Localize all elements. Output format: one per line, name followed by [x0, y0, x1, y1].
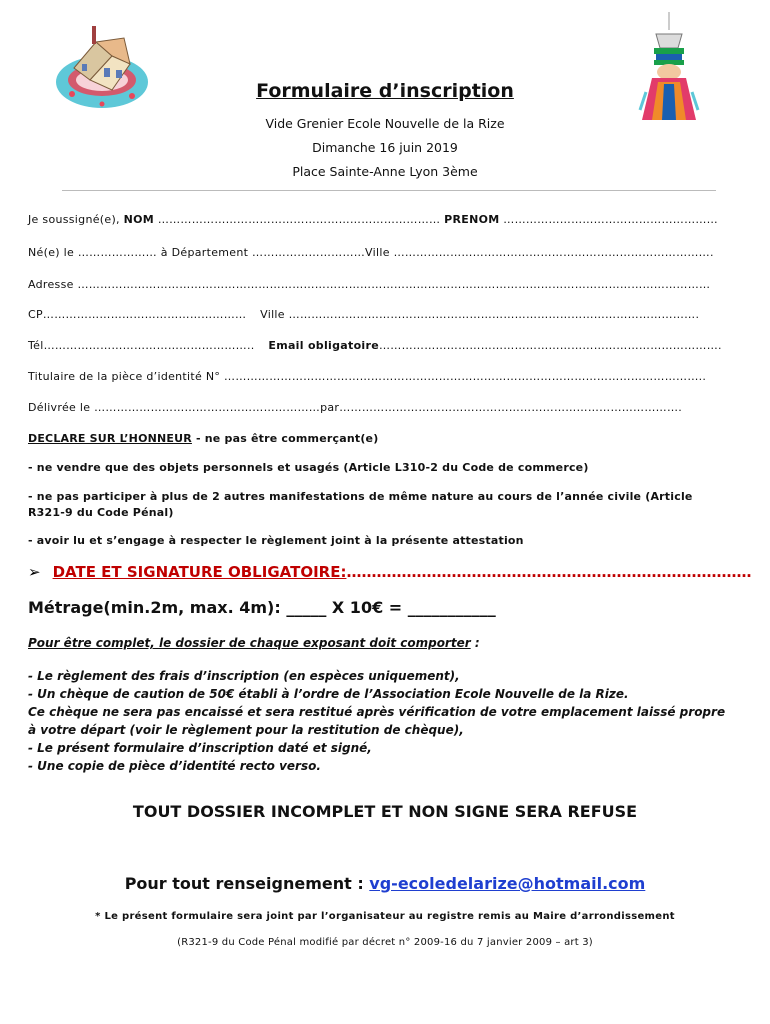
signature-label: DATE ET SIGNATURE OBLIGATOIRE:: [52, 563, 347, 581]
signature-blank[interactable]: ………………………………………………………………………: [346, 563, 752, 581]
departement-label: à Département: [160, 246, 249, 259]
event-date: Dimanche 16 juin 2019: [312, 140, 458, 155]
legal-reference: (R321-9 du Code Pénal modifié par décret n° 2009-16 du 7 janvier 2009 – art 3): [177, 937, 593, 948]
form-title: Formulaire d’inscription: [256, 80, 514, 102]
dossier-line-3: à votre départ (voir le règlement pour la restitution de chèque),: [28, 723, 464, 737]
signature-line[interactable]: [28, 563, 758, 581]
delivree-blank[interactable]: ……………………………………………………: [94, 401, 321, 414]
cp-ville-label: Ville: [260, 308, 285, 321]
par-blank[interactable]: ……………………………………………………………………………….: [339, 401, 683, 414]
ne-blank[interactable]: …………………: [77, 246, 157, 259]
declaration-heading: [28, 432, 728, 445]
dossier-line-0: - Le règlement des frais d’inscription (en espèces uniquement),: [28, 669, 460, 683]
birth-field-row[interactable]: [28, 246, 714, 259]
declaration-item-0: - ne pas être commerçant(e): [191, 432, 379, 445]
event-name: Vide Grenier Ecole Nouvelle de la Rize: [265, 116, 505, 131]
dossier-line-4: - Le présent formulaire d’inscription daté et signé,: [28, 741, 372, 755]
dossier-line-1: - Un chèque de caution de 50€ établi à l’ordre de l’Association Ecole Nouvelle de la Rize.: [28, 687, 629, 701]
declaration-item-3: - avoir lu et s’engage à respecter le règlement joint à la présente attestation: [28, 534, 524, 547]
tel-blank[interactable]: Tél………………………………………………..: [28, 339, 255, 352]
contact-field-row[interactable]: [28, 339, 722, 352]
name-field-row[interactable]: [28, 213, 718, 226]
nom-blank[interactable]: …………………………………………………………………: [157, 213, 441, 226]
delivree-label: Délivrée le: [28, 401, 91, 414]
contact-label: Pour tout renseignement :: [124, 874, 370, 893]
identity-field-row[interactable]: [28, 370, 706, 383]
prenom-label: PRENOM: [444, 213, 500, 226]
cp-blank[interactable]: CP………………………………………………: [28, 308, 247, 321]
dossier-line-5: - Une copie de pièce d’identité recto verso.: [28, 759, 321, 773]
incomplete-warning: TOUT DOSSIER INCOMPLET ET NON SIGNE SERA REFUSE: [132, 802, 638, 821]
adresse-field[interactable]: Adresse ……………………………………………………………………………………………………………………………………………………: [28, 278, 711, 291]
titulaire-blank[interactable]: ………………………………………………………………………………………………………………..: [224, 370, 707, 383]
ville-label: Ville: [365, 246, 390, 259]
par-label: par: [320, 401, 340, 414]
dossier-line-2: Ce chèque ne sera pas encaissé et sera restitué après vérification de votre emplacement laissé propre: [28, 705, 726, 719]
ne-label: Né(e) le: [28, 246, 75, 259]
delivery-field-row[interactable]: [28, 401, 682, 414]
metrage-line[interactable]: Métrage(min.2m, max. 4m): _____ X 10€ = ___________: [28, 598, 496, 617]
departement-blank[interactable]: …………………………: [252, 246, 366, 259]
prenom-blank[interactable]: …………………………………………………: [503, 213, 718, 226]
cp-ville-blank[interactable]: ……………………………………………………………………………………………….: [288, 308, 700, 321]
cp-field-row[interactable]: [28, 308, 699, 321]
declaration-item-2: - ne pas participer à plus de 2 autres manifestations de même nature au cours de l’année civile (Article R321-9 du Code Pénal): [28, 490, 693, 519]
je-soussigne-label: Je soussigné(e),: [28, 213, 120, 226]
contact-email-link[interactable]: vg-ecoledelarize@hotmail.com: [369, 874, 646, 893]
ville-blank[interactable]: ………………………………………………………………………….: [393, 246, 714, 259]
email-label: Email obligatoire: [268, 339, 379, 352]
character-illustration: [636, 12, 702, 122]
titulaire-label: Titulaire de la pièce d’identité N°: [28, 370, 221, 383]
header-divider: [62, 190, 716, 191]
nom-label: NOM: [123, 213, 155, 226]
declaration-item-1: - ne vendre que des objets personnels et usagés (Article L310-2 du Code de commerce): [28, 461, 589, 474]
dossier-intro-colon: :: [470, 636, 480, 650]
arrow-bullet-icon: ➢: [28, 563, 41, 581]
email-blank[interactable]: ……………………………………………………………………………….: [379, 339, 722, 352]
footnote: * Le présent formulaire sera joint par l’organisateur au registre remis au Maire d’arrondissement: [95, 911, 675, 922]
dossier-intro-text: Pour être complet, le dossier de chaque exposant doit comporter: [28, 636, 471, 650]
contact-line: [0, 874, 770, 893]
declaration-heading-label: DECLARE SUR L’HONNEUR: [28, 432, 192, 445]
event-place: Place Sainte-Anne Lyon 3ème: [292, 164, 478, 179]
dossier-intro: [28, 636, 748, 650]
